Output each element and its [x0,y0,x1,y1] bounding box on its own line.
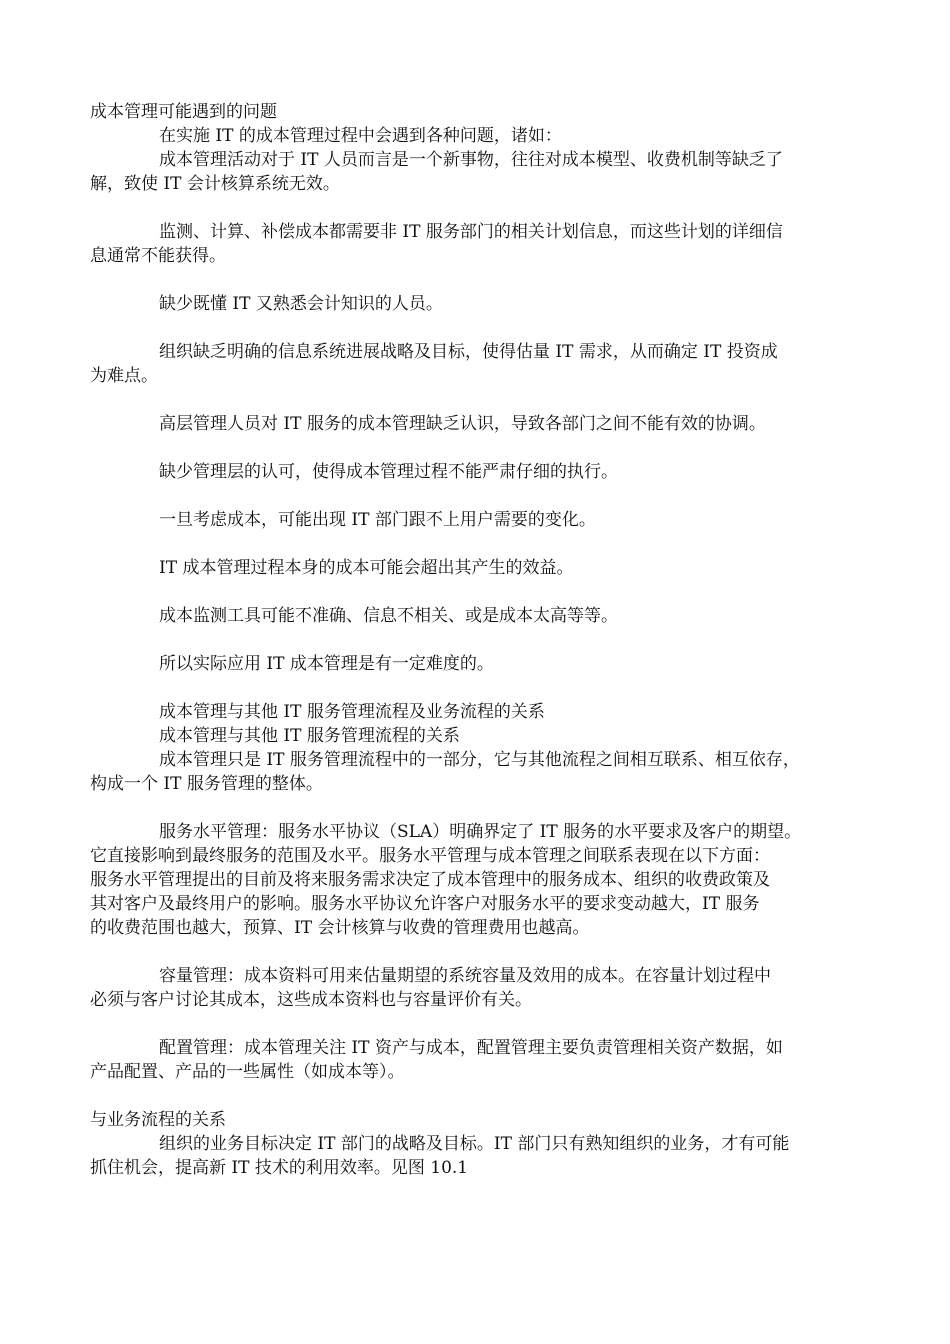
paragraph-gap [90,388,865,412]
paragraph-line: 缺少既懂 IT 又熟悉会计知识的人员。 [159,294,443,314]
section-heading-business: 与业务流程的关系 [90,1110,226,1130]
paragraph-gap [90,796,865,820]
paragraph-line: IT 成本管理过程本身的成本可能会超出其产生的效益。 [159,558,574,578]
paragraph-gap [90,580,865,604]
paragraph-gap [90,676,865,700]
paragraph-line: 解，致使 IT 会计核算系统无效。 [90,174,340,194]
section-heading-relations: 成本管理与其他 IT 服务管理流程及业务流程的关系 [159,702,545,722]
paragraph-line: 组织的业务目标决定 IT 部门的战略及目标。IT 部门只有熟知组织的业务，才有可能 [159,1134,790,1154]
paragraph-line: 产品配置、产品的一些属性（如成本等）。 [90,1062,405,1082]
paragraph-line: 为难点。 [90,366,158,386]
paragraph-line: 容量管理：成本资料可用来估量期望的系统容量及效用的成本。在容量计划过程中 [159,966,771,986]
paragraph-line: 配置管理：成本管理关注 IT 资产与成本，配置管理主要负责管理相关资产数据，如 [159,1038,783,1058]
intro-line: 在实施 IT 的成本管理过程中会遇到各种问题，诸如： [159,126,562,146]
paragraph-gap [90,196,865,220]
paragraph-line: 成本监测工具可能不准确、信息不相关、或是成本太高等等。 [159,606,618,626]
paragraph-line: 成本管理只是 IT 服务管理流程中的一部分，它与其他流程之间相互联系、相互依存， [159,750,800,770]
paragraph-line: 的收费范围也越大，预算、IT 会计核算与收费的管理费用也越高。 [90,918,590,938]
paragraph-line: 高层管理人员对 IT 服务的成本管理缺乏认识，导致各部门之间不能有效的协调。 [159,414,766,434]
paragraph-line: 一旦考虑成本，可能出现 IT 部门跟不上用户需要的变化。 [159,510,596,530]
paragraph-gap [90,1084,865,1108]
subsection-heading: 成本管理与其他 IT 服务管理流程的关系 [159,726,460,746]
document-page [90,100,865,1180]
paragraph-gap [90,532,865,556]
paragraph-line: 服务水平管理提出的目前及将来服务需求决定了成本管理中的服务成本、组织的收费政策及 [90,870,770,890]
paragraph-line: 成本管理活动对于 IT 人员而言是一个新事物，往往对成本模型、收费机制等缺乏了 [159,150,783,170]
paragraph-line: 监测、计算、补偿成本都需要非 IT 服务部门的相关计划信息，而这些计划的详细信 [159,222,783,242]
paragraph-gap [90,940,865,964]
paragraph-line: 它直接影响到最终服务的范围及水平。服务水平管理与成本管理之间联系表现在以下方面： [90,846,770,866]
paragraph-gap [90,268,865,292]
paragraph-line: 缺少管理层的认可，使得成本管理过程不能严肃仔细的执行。 [159,462,618,482]
paragraph-line: 必须与客户讨论其成本，这些成本资料也与容量评价有关。 [90,990,532,1010]
paragraph-gap [90,484,865,508]
paragraph-gap [90,316,865,340]
paragraph-line: 息通常不能获得。 [90,246,226,266]
paragraph-line: 抓住机会，提高新 IT 技术的利用效率。见图 10.1 [90,1158,469,1178]
paragraph-line: 服务水平管理：服务水平协议（SLA）明确界定了 IT 服务的水平要求及客户的期望。 [159,822,802,842]
paragraph-gap [90,628,865,652]
paragraph-line: 其对客户及最终用户的影响。服务水平协议允许客户对服务水平的要求变动越大，IT 服务 [90,894,760,914]
paragraph-line: 组织缺乏明确的信息系统进展战略及目标，使得估量 IT 需求，从而确定 IT 投资成 [159,342,778,362]
paragraph-gap [90,1012,865,1036]
paragraph-line: 所以实际应用 IT 成本管理是有一定难度的。 [159,654,494,674]
paragraph-gap [90,436,865,460]
section-heading-problems: 成本管理可能遇到的问题 [90,102,277,122]
paragraph-line: 构成一个 IT 服务管理的整体。 [90,774,323,794]
